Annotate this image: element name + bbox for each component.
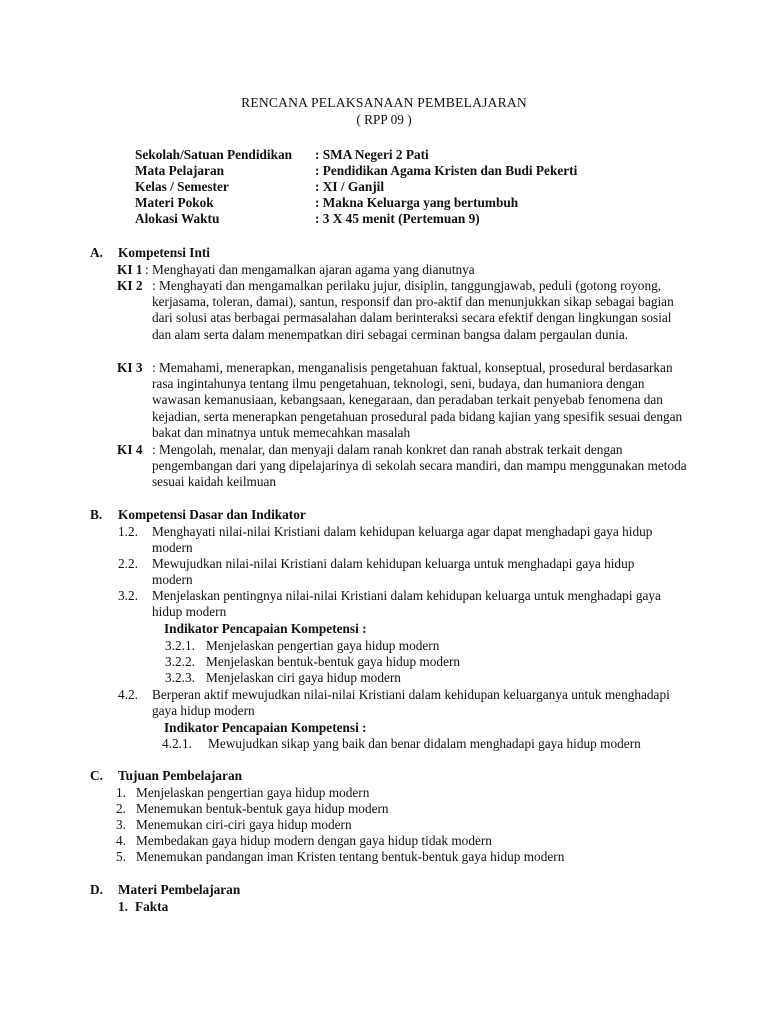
indicator-number: 3.2.2. <box>165 654 195 669</box>
indicator-text: Mewujudkan sikap yang baik dan benar didalam menghadapi gaya hidup modern <box>208 736 641 751</box>
goal-number: 3. <box>116 817 126 832</box>
materi-subheading-number: 1. <box>118 899 128 914</box>
goal-text: Membedakan gaya hidup modern dengan gaya hidup tidak modern <box>136 833 492 848</box>
info-row-school <box>135 147 695 163</box>
ki-1-text: : Menghayati dan mengamalkan ajaran agama yang dianutnya <box>145 262 475 277</box>
section-b-letter: B. <box>90 507 103 522</box>
info-label: Materi Pokok <box>135 195 214 210</box>
info-row-topic <box>135 195 695 211</box>
section-c-letter: C. <box>90 768 103 783</box>
ki-4-label: KI 4 <box>117 442 143 457</box>
info-value: : Pendidikan Agama Kristen dan Budi Pekerti <box>315 163 578 178</box>
ki-2-label: KI 2 <box>117 278 143 293</box>
indicator-text: Menjelaskan ciri gaya hidup modern <box>206 670 401 685</box>
ki-2-text: : Menghayati dan mengamalkan perilaku jujur, disiplin, tanggungjawab, peduli (gotong royong, kerjasama, toleran, damai), santun, responsif dan pro-aktif dan menunjukkan sikap sebagai bagian dari solusi atas berbagai permasalahan dalam berinteraksi secara efektif dengan lingkungan sosial dan alam serta dalam menempatkan diri sebagai cerminan bangsa dalam pergaulan dunia. <box>152 278 674 342</box>
indicator-number: 3.2.3. <box>165 670 195 685</box>
goal-text: Menemukan ciri-ciri gaya hidup modern <box>136 817 352 832</box>
goal-number: 2. <box>116 801 126 816</box>
kd-2-2-text: Mewujudkan nilai-nilai Kristiani dalam kehidupan keluarga untuk menghadapi gaya hidup modern <box>152 556 635 587</box>
info-row-class <box>135 179 695 195</box>
indicator-text: Menjelaskan pengertian gaya hidup modern <box>206 638 440 653</box>
info-value: : Makna Keluarga yang bertumbuh <box>315 195 519 210</box>
info-label: Kelas / Semester <box>135 179 229 194</box>
kd-2-2-number: 2.2. <box>118 556 138 571</box>
section-d-letter: D. <box>90 882 103 897</box>
section-b-title: Kompetensi Dasar dan Indikator <box>118 507 306 522</box>
kd-1-2-text: Menghayati nilai-nilai Kristiani dalam kehidupan keluarga agar dapat menghadapi gaya hidup modern <box>152 524 653 555</box>
indicator-number: 3.2.1. <box>165 638 195 653</box>
section-c-title: Tujuan Pembelajaran <box>118 768 242 783</box>
goal-text: Menjelaskan pengertian gaya hidup modern <box>136 785 370 800</box>
ki-3-text: : Memahami, menerapkan, menganalisis pengetahuan faktual, konseptual, prosedural berdasarkan rasa ingintahunya tentang ilmu pengetahuan, teknologi, seni, budaya, dan humaniora dengan wawasan kemanusiaan, kebangsaan, kenegaraan, dan peradaban terkait penyebab fenomena dan kejadian, serta menerapkan pengetahuan prosedural pada bidang kajian yang spesifik sesuai dengan bakat dan minatnya untuk memecahkan masalah <box>152 360 683 440</box>
indicator-heading-3-2: Indikator Pencapaian Kompetensi : <box>164 621 367 636</box>
section-d-title: Materi Pembelajaran <box>118 882 241 897</box>
document-subtitle: ( RPP 09 ) <box>356 112 412 127</box>
kd-3-2-number: 3.2. <box>118 588 138 603</box>
info-value: : SMA Negeri 2 Pati <box>315 147 429 162</box>
kd-3-2-text: Menjelaskan pentingnya nilai-nilai Kristiani dalam kehidupan keluarga untuk menghadapi gaya hidup modern <box>152 588 661 619</box>
goal-number: 5. <box>116 849 126 864</box>
info-label: Sekolah/Satuan Pendidikan <box>135 147 293 162</box>
ki-3-label: KI 3 <box>117 360 143 375</box>
info-label: Alokasi Waktu <box>135 211 220 226</box>
goal-number: 4. <box>116 833 126 848</box>
info-row-subject <box>135 163 695 179</box>
kd-1-2-number: 1.2. <box>118 524 138 539</box>
info-value: : XI / Ganjil <box>315 179 385 194</box>
ki-4-text: : Mengolah, menalar, dan menyaji dalam ranah konkret dan ranah abstrak terkait dengan pengembangan dari yang dipelajarinya di sekolah secara mandiri, dan mampu menggunakan metoda sesuai kaidah keilmuan <box>152 442 687 490</box>
document-title: RENCANA PELAKSANAAN PEMBELAJARAN <box>241 95 527 110</box>
indicator-text: Menjelaskan bentuk-bentuk gaya hidup modern <box>206 654 461 669</box>
goal-text: Menemukan pandangan iman Kristen tentang bentuk-bentuk gaya hidup modern <box>136 849 565 864</box>
ki-1-label: KI 1 <box>117 262 143 277</box>
materi-subheading: Fakta <box>135 899 169 914</box>
goal-number: 1. <box>116 785 126 800</box>
section-a-letter: A. <box>90 245 103 260</box>
info-value: : 3 X 45 menit (Pertemuan 9) <box>315 211 480 226</box>
section-a-title: Kompetensi Inti <box>118 245 210 260</box>
kd-4-2-text: Berperan aktif mewujudkan nilai-nilai Kristiani dalam kehidupan keluarganya untuk menghadapi gaya hidup modern <box>152 687 670 718</box>
kd-4-2-number: 4.2. <box>118 687 138 702</box>
indicator-number: 4.2.1. <box>162 736 192 751</box>
indicator-heading-4-2: Indikator Pencapaian Kompetensi : <box>164 720 367 735</box>
info-row-time <box>135 211 695 227</box>
goal-text: Menemukan bentuk-bentuk gaya hidup modern <box>136 801 389 816</box>
info-label: Mata Pelajaran <box>135 163 224 178</box>
